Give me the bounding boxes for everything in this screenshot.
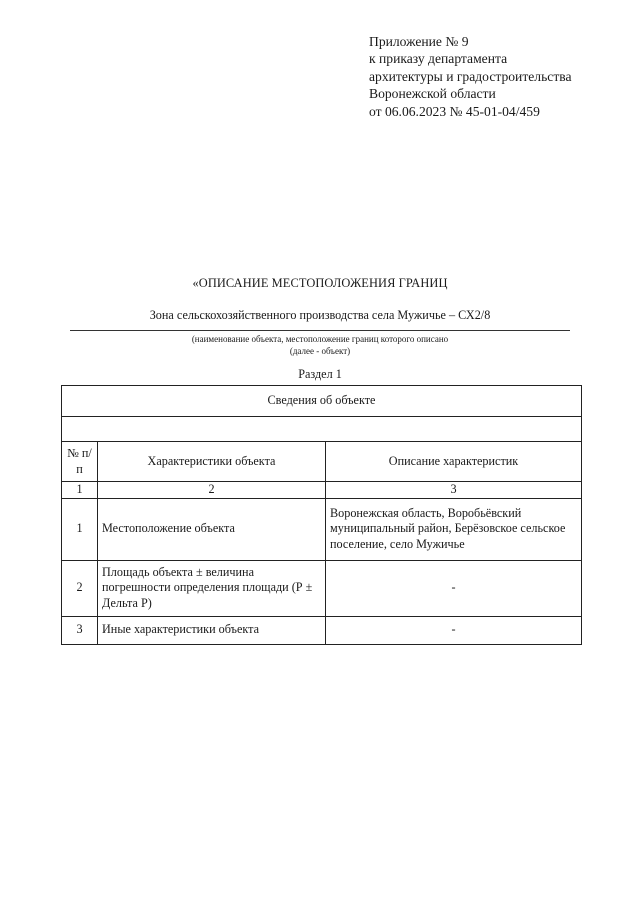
row-num: 2 [62, 560, 98, 616]
row-characteristic: Местоположение объекта [98, 498, 326, 560]
caption-line-2: (далее - объект) [289, 346, 351, 356]
table-row [62, 498, 582, 560]
column-number-row [62, 482, 582, 499]
empty-cell [62, 417, 582, 442]
row-description: - [326, 560, 582, 616]
row-description: Воронежская область, Воробьёвский муниципальный район, Берёзовское сельское поселение, село Мужичье [326, 498, 582, 560]
appendix-line: Воронежской области [369, 86, 496, 102]
row-description: - [326, 616, 582, 644]
column-number: 3 [326, 482, 582, 499]
table-row [62, 560, 582, 616]
row-num: 1 [62, 498, 98, 560]
section-label: Раздел 1 [298, 367, 342, 381]
header-characteristic: Характеристики объекта [98, 442, 326, 482]
appendix-line: Приложение № 9 [369, 34, 469, 49]
appendix-line: от 06.06.2023 № 45-01-04/459 [369, 103, 540, 119]
appendix-line: к приказу департамента [369, 51, 508, 67]
column-number: 1 [62, 482, 98, 499]
row-num: 3 [62, 616, 98, 644]
table-row [62, 616, 582, 644]
header-num: № п/п [62, 442, 98, 482]
table-spacer-row [62, 417, 582, 442]
table-heading: Сведения об объекте [62, 386, 582, 417]
row-characteristic: Иные характеристики объекта [98, 616, 326, 644]
caption-line-1: (наименование объекта, местоположение границ которого описано [191, 334, 449, 344]
column-number: 2 [98, 482, 326, 499]
object-name: Зона сельскохозяйственного производства села Мужичье – СХ2/8 [149, 308, 491, 322]
table-header-row [62, 442, 582, 482]
row-characteristic: Площадь объекта ± величина погрешности определения площади (Р ± Дельта Р) [98, 560, 326, 616]
header-description: Описание характеристик [326, 442, 582, 482]
object-name-caption [0, 333, 640, 357]
table-heading-row [62, 386, 582, 417]
document-title: «ОПИСАНИЕ МЕСТОПОЛОЖЕНИЯ ГРАНИЦ [192, 276, 448, 290]
object-info-table [61, 385, 582, 645]
appendix-line: архитектуры и градостроительства [369, 68, 572, 84]
underline-rule [70, 330, 570, 331]
appendix-block [369, 33, 631, 120]
